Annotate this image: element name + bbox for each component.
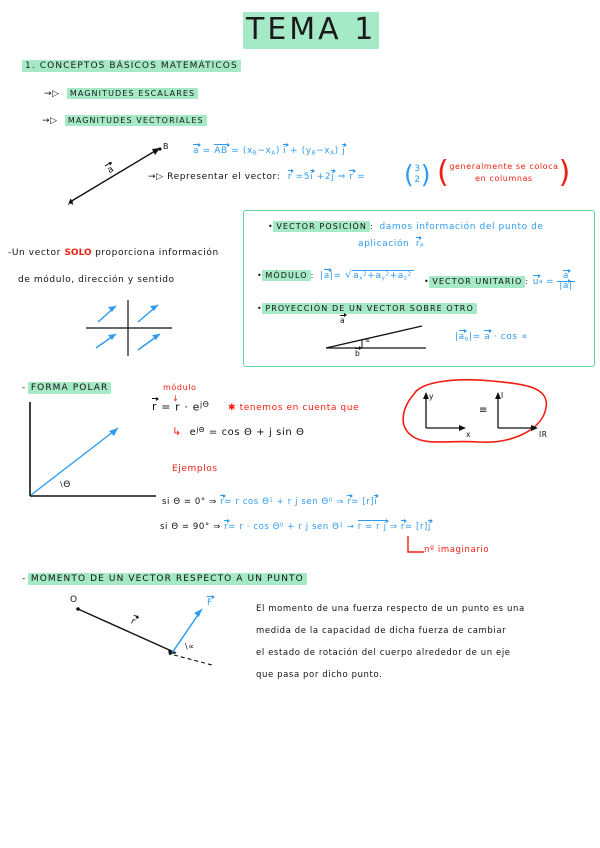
column-vector-x: 3 — [414, 164, 421, 174]
formula-ab-vector: AB — [214, 146, 228, 156]
eq: = — [546, 276, 555, 287]
modulo-row: • MÓDULO : |a|= √ $a_x^2+a_y^2+a_z^2$ — [257, 270, 414, 281]
ejemplos-title: Ejemplos — [172, 464, 218, 474]
plus: + — [276, 497, 285, 507]
imaginary-note: nº imaginario — [424, 545, 490, 555]
implies-icon: ⇒ — [337, 172, 346, 182]
ex2-result-r: r — [400, 522, 405, 532]
euler-rhs: = cos Θ + j sin Θ — [208, 427, 305, 438]
moment-paragraph-line: que pasa por dicho punto. — [256, 670, 383, 680]
polar-theta-label: \Θ — [60, 480, 71, 490]
axis-equivalence-annotation — [392, 378, 552, 450]
formula-ab — [193, 146, 345, 156]
formula-ab-close2: ) — [334, 146, 339, 156]
formula-ab-y: (y — [301, 146, 312, 156]
proyeccion-row: • PROYECCIÓN DE UN VECTOR SOBRE OTRO — [257, 303, 477, 314]
ex2-si: si — [160, 522, 168, 532]
j-hat-icon: j — [427, 522, 431, 532]
unit-num: a — [562, 271, 569, 281]
j-hat-icon: j — [342, 146, 346, 156]
proj-eq-lhs: a — [458, 332, 465, 342]
modulo-az: a — [397, 271, 404, 281]
ex1-arrow2-icon: ⇒ — [336, 497, 344, 507]
ex2-expr-b: r j sen Θ — [298, 522, 340, 532]
r-x-value: 5 — [303, 172, 311, 182]
pow: 2 — [407, 271, 412, 278]
page-title-highlight — [243, 12, 379, 49]
pow: 2 — [385, 271, 390, 278]
ex1-result: = [r] — [351, 497, 375, 507]
vector-unitario-label: VECTOR UNITARIO — [429, 276, 525, 287]
i-hat-icon: i — [310, 172, 314, 182]
r-vector-label2: r — [349, 172, 354, 182]
ex2-sup-b: 1 — [339, 522, 344, 529]
bullet-vector-row — [42, 115, 207, 126]
left-note-text-b: proporciona información — [95, 248, 219, 258]
ex2-expr-a: r · cos Θ — [239, 522, 281, 532]
example-2-row — [160, 522, 431, 532]
red-note-line2: en columnas — [475, 174, 533, 183]
unit-den: a — [562, 281, 569, 292]
proj-cos: · cos ∝ — [493, 332, 529, 342]
red-note-line1: generalmente se coloca — [449, 162, 559, 171]
equivalence-icon: ≡ — [479, 405, 488, 416]
unit-vector-lhs: u — [532, 276, 539, 287]
eq: = — [228, 522, 236, 532]
ex2-cond: Θ = 90° — [171, 522, 210, 532]
sub-y: y — [381, 275, 386, 282]
arrow-icon: →▷ — [44, 89, 60, 99]
ex2-arrow2-icon: → — [346, 522, 355, 532]
formula-ab-close: ) — [275, 146, 280, 156]
polar-formula — [152, 400, 209, 413]
column-vector-y: 2 — [414, 175, 421, 185]
vector-a-label: a — [105, 164, 117, 176]
eq: = — [224, 497, 232, 507]
moment-diagram — [60, 595, 250, 670]
euler-lhs: e — [189, 427, 197, 438]
moment-f-label: F — [207, 598, 213, 608]
forma-polar-heading: FORMA POLAR — [28, 382, 112, 394]
i-hat-icon: i — [283, 146, 287, 156]
axis-r-label: IR — [539, 430, 548, 439]
bullet-scalar-label: MAGNITUDES ESCALARES — [67, 88, 198, 99]
eq: = — [161, 400, 172, 414]
polar-r-vector: r — [152, 400, 158, 414]
moment-r-label: r — [129, 616, 138, 628]
euler-exponent: jΘ — [196, 425, 206, 434]
ex1-cond: Θ = 0° — [173, 497, 206, 507]
vector-posicion-text-l1: damos información del punto de — [379, 222, 544, 232]
vector-posicion-text-l2-row — [358, 239, 424, 249]
moment-paragraph-line: el estado de rotación del cuerpo alrededor de un eje — [256, 648, 511, 658]
axis-i-label: I — [501, 391, 504, 400]
moment-alpha-label: \∝ — [185, 642, 195, 651]
modulo-ax: a — [353, 271, 360, 281]
r-y-value: 2 — [324, 172, 332, 182]
sub-b: B — [252, 150, 258, 157]
r-vector-label: r — [287, 172, 293, 182]
momento-heading: MOMENTO DE UN VECTOR RESPECTO A UN PUNTO — [28, 573, 307, 585]
left-note-line1 — [8, 248, 219, 258]
modulo-label: MÓDULO — [262, 270, 310, 281]
dash-icon: - — [8, 248, 12, 258]
example-1-row — [162, 497, 377, 507]
vector-posicion-text-l2: aplicación — [358, 239, 410, 249]
polar-axes-diagram — [18, 400, 163, 505]
i-hat-icon: i — [374, 497, 378, 507]
projection-diagram — [322, 320, 432, 352]
ex1-expr-a: r cos Θ — [235, 497, 270, 507]
ex2-mid: r = r j — [357, 522, 387, 532]
sub-x: x — [359, 275, 364, 282]
vector-unitario-row: • VECTOR UNITARIO : u a = $\frac{a}{|a|}$ — [424, 271, 573, 292]
projection-b-label: b — [355, 349, 361, 358]
position-vector-symbol: r — [415, 239, 421, 249]
dash-icon: - — [22, 574, 26, 584]
formula-ab-minus: −x — [257, 146, 272, 156]
projection-formula: $|a_b|= a \cdot \cos$ ∝ — [455, 332, 529, 343]
arrow-icon: →▷ — [42, 116, 58, 126]
modulo-arrow-icon: ↓ — [172, 394, 180, 403]
formula-plus: + — [290, 146, 299, 156]
ex2-sup-a: 0 — [280, 522, 284, 529]
left-note-emphasis: SOLO — [64, 248, 92, 258]
eq: = — [333, 271, 342, 281]
green-box-position-vector-row: • VECTOR POSICIÓN : damos información del punto de — [268, 222, 544, 232]
projection-alpha-label: ∝ — [365, 336, 371, 345]
ex2-result: = [r] — [405, 522, 428, 532]
proj-rhs: a — [484, 332, 491, 342]
axis-y-label: y — [429, 392, 435, 401]
moment-paragraph-line: medida de la capacidad de dicha fuerza de cambiar — [256, 626, 507, 636]
ex1-sup-b: 0 — [328, 497, 333, 504]
polar-rhs: r · e — [175, 400, 200, 414]
colon: : — [310, 271, 314, 280]
eq-sign2: = — [357, 172, 366, 182]
proyeccion-label: PROYECCIÓN DE UN VECTOR SOBRE OTRO — [262, 303, 477, 314]
bullet-scalar-row — [44, 88, 198, 99]
sub-a: a — [539, 278, 544, 285]
section-1-heading: 1. CONCEPTOS BÁSICOS MATEMÁTICOS — [22, 60, 241, 72]
moment-origin-label: O — [70, 595, 78, 605]
modulo-lhs: a — [323, 271, 330, 281]
star-note: ✱ tenemos en cuenta que — [228, 403, 360, 413]
plus-sign: + — [316, 172, 325, 182]
ex2-arrow3-icon: ⇒ — [389, 522, 398, 532]
colon: : — [525, 277, 529, 287]
formula-ab-lhs: a — [193, 146, 200, 156]
eq-sign: = — [295, 172, 304, 182]
vector-point-a-label: A — [68, 198, 75, 207]
sub-a: A — [271, 150, 276, 157]
modulo-annotation: módulo — [163, 383, 197, 392]
bullet-vector-label: MAGNITUDES VECTORIALES — [65, 115, 207, 126]
ex1-result-r: r — [347, 497, 352, 507]
momento-heading-row — [22, 573, 307, 585]
formula-ab-x: (x — [242, 146, 253, 156]
moment-paragraph — [256, 598, 596, 686]
moment-paragraph-line: El momento de una fuerza respecto de un punto es una — [256, 604, 525, 614]
plus: + — [287, 522, 296, 532]
left-note-line2: de módulo, dirección y sentido — [18, 275, 175, 285]
left-note-text-a: Un vector — [11, 248, 61, 258]
polar-exponent: jΘ — [199, 400, 210, 409]
page-title: TEMA 1 — [243, 12, 379, 49]
vector-posicion-label: VECTOR POSICIÓN — [273, 221, 370, 232]
modulo-ay: a — [375, 271, 382, 281]
sub-a: A — [330, 150, 335, 157]
pow: 2 — [363, 271, 368, 278]
ex1-arrow-icon: ⇒ — [209, 497, 217, 507]
axis-x-label: x — [466, 430, 472, 439]
ex1-si: si — [162, 497, 170, 507]
sub-z: z — [403, 275, 408, 282]
projection-a-label: a — [340, 316, 346, 325]
representar-text: Representar el vector: — [167, 172, 281, 182]
vector-point-b-label: B — [163, 142, 170, 151]
dash-icon: - — [22, 383, 26, 393]
colon: : — [370, 222, 374, 231]
quadrant-arrows-diagram — [80, 300, 176, 356]
formula-ab-eq: = — [202, 146, 211, 156]
sub-b: b — [464, 336, 469, 343]
forma-polar-row — [22, 382, 111, 394]
formula-ab-eq2: = — [231, 146, 240, 156]
j-hat-icon: j — [331, 172, 335, 182]
ex2-r: r — [224, 522, 229, 532]
representar-line — [148, 172, 365, 182]
ex2-arrow-icon: ⇒ — [213, 522, 221, 532]
section-1-heading-wrap — [22, 60, 241, 72]
sub-arrow-icon: ↳ — [172, 425, 182, 438]
ex1-expr-b: r j sen Θ — [287, 497, 329, 507]
sub-b: B — [311, 150, 317, 157]
eq: = — [472, 332, 481, 342]
euler-line — [172, 425, 305, 438]
ex1-r: r — [220, 497, 225, 507]
arrow-icon: →▷ — [148, 172, 164, 182]
ex1-sup-a: 1 — [269, 497, 274, 504]
red-note-columnas: ( generalmente se coloca en columnas ) — [437, 155, 571, 190]
formula-ab-minus-y: −x — [316, 146, 331, 156]
column-vector: ( 3 2 ) — [404, 160, 432, 189]
position-vector-sub: P — [420, 243, 425, 250]
